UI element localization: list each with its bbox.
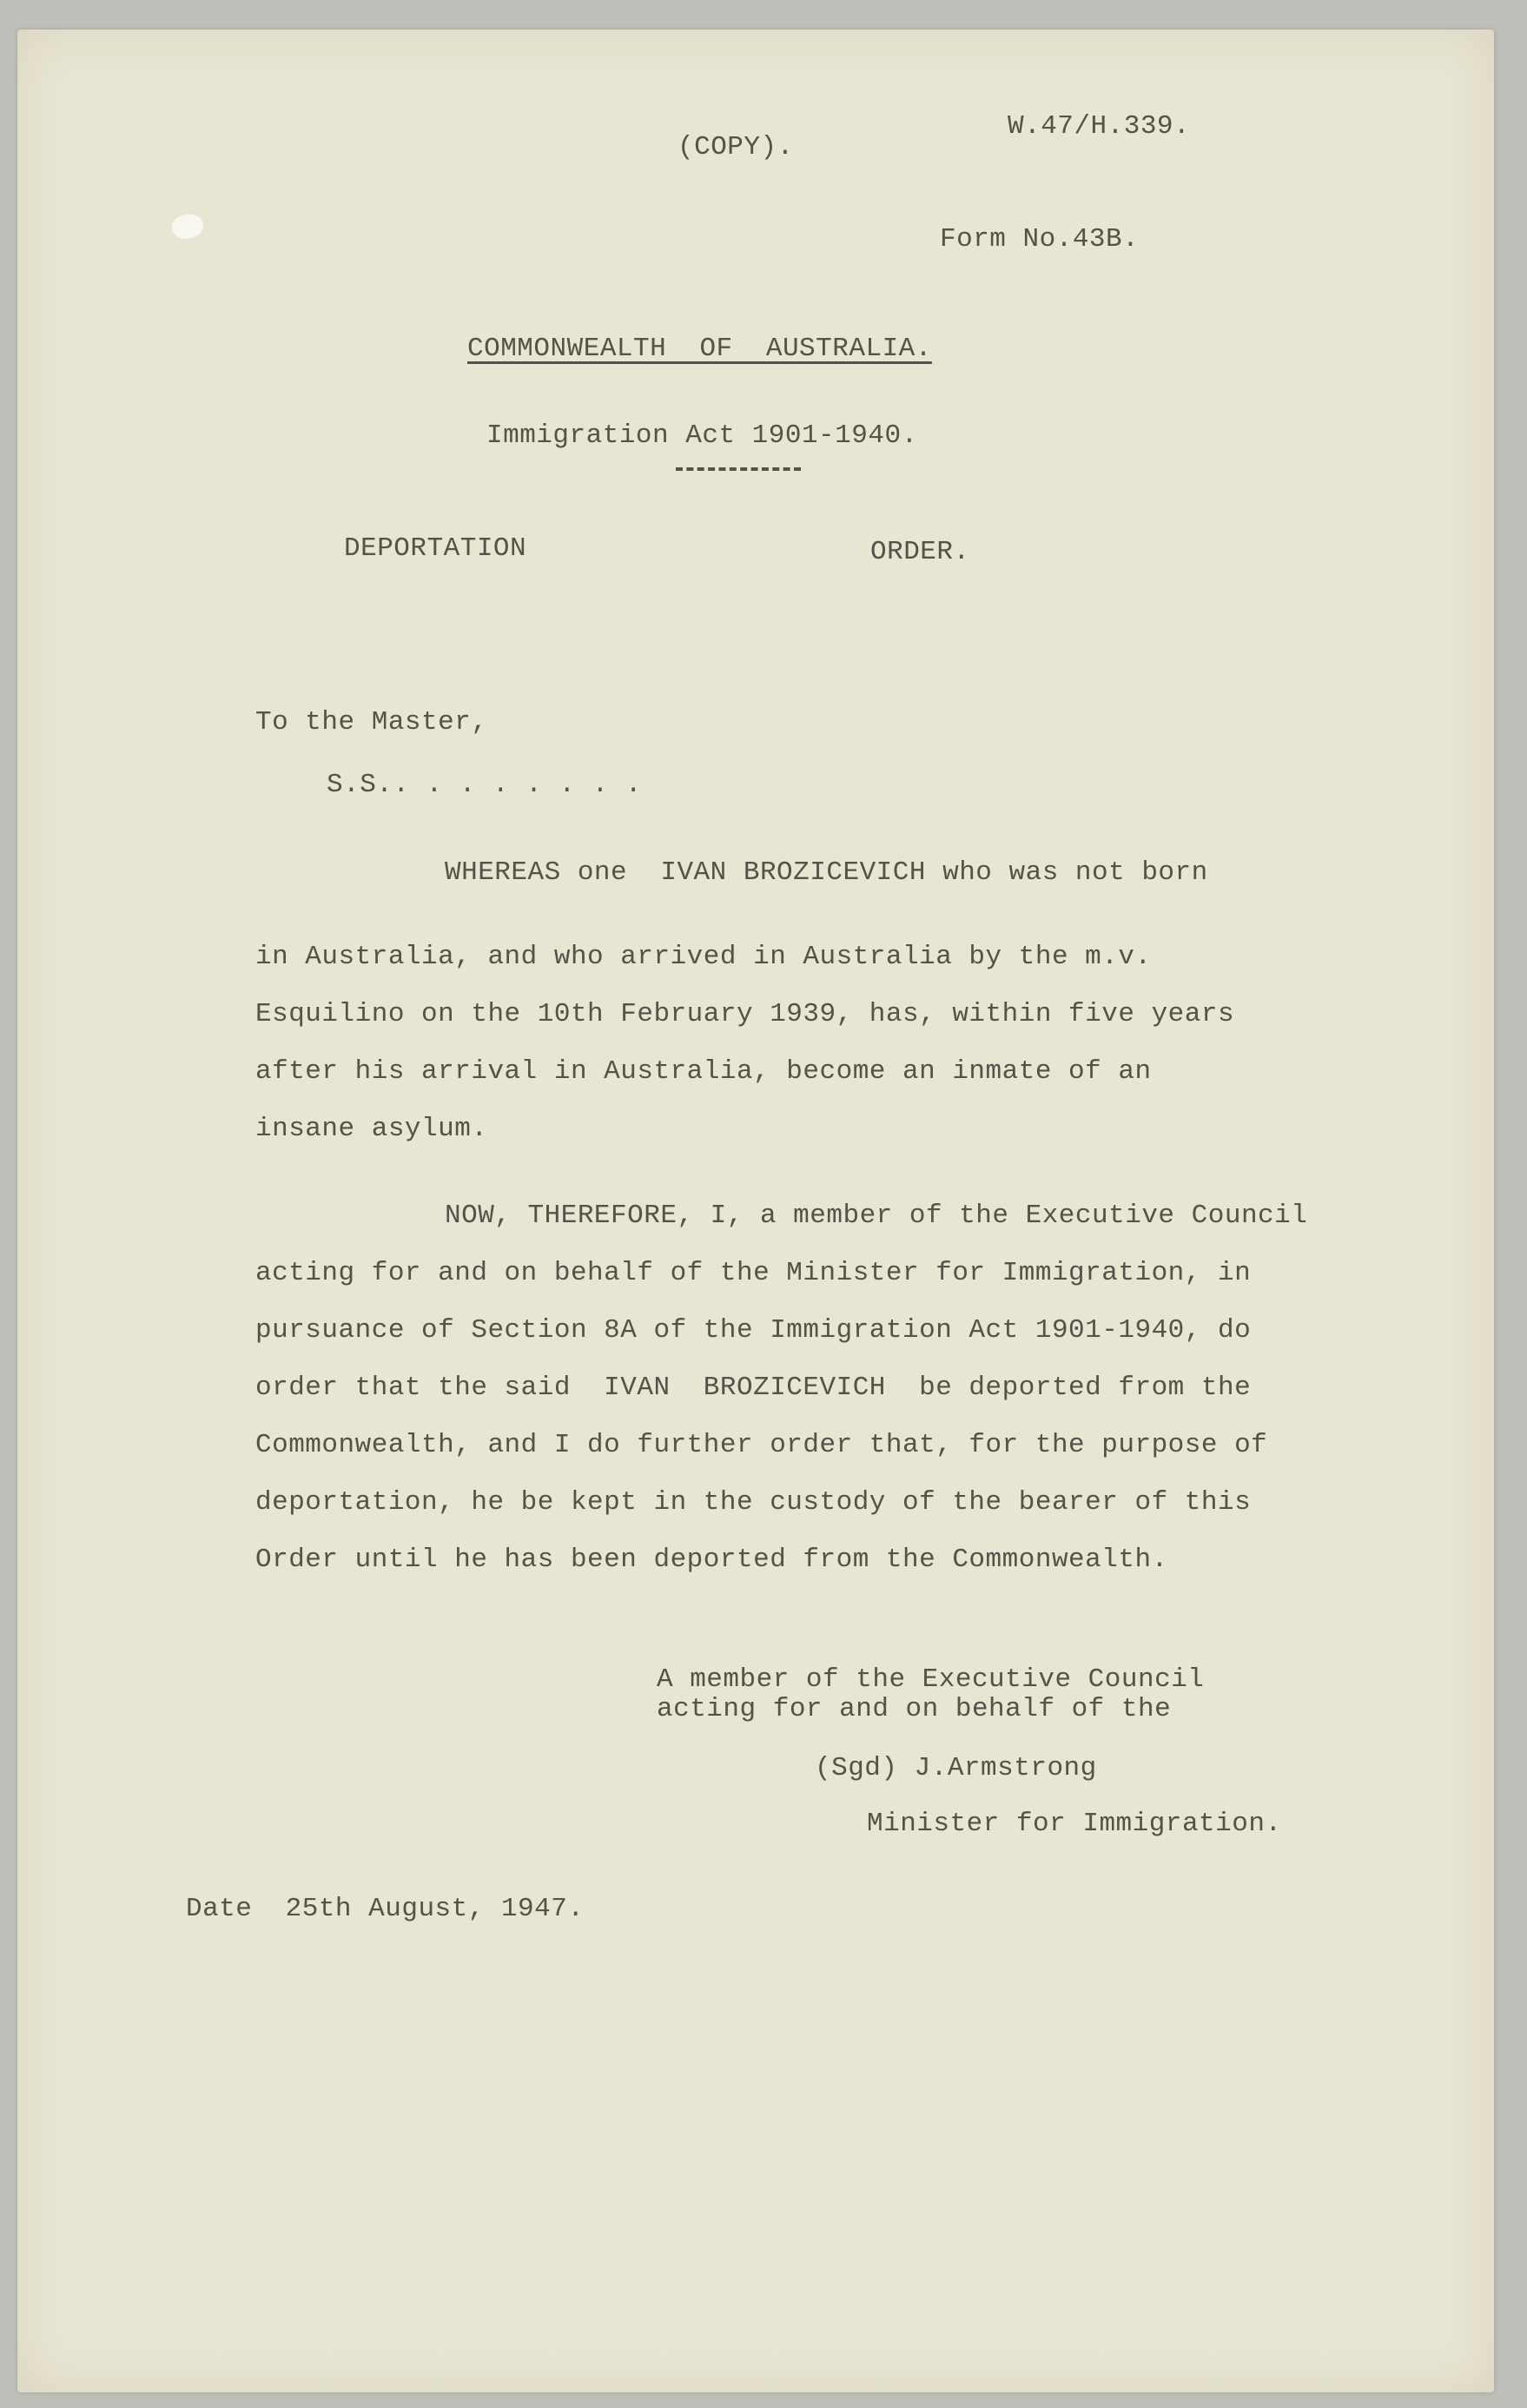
file-reference: W.47/H.339. (1008, 111, 1191, 142)
signature-block-line-2: acting for and on behalf of the (657, 1694, 1172, 1724)
signature-title: Minister for Immigration. (867, 1809, 1282, 1839)
address-ship: S.S.. . . . . . . . (327, 770, 642, 800)
whereas-line-5: insane asylum. (255, 1114, 488, 1144)
whereas-line-2: in Australia, and who arrived in Australia by the m.v. (255, 942, 1152, 972)
therefore-line-7: Order until he has been deported from the Commonwealth. (255, 1545, 1168, 1575)
deportation-word: DEPORTATION (344, 533, 527, 564)
whereas-line-3: Esquilino on the 10th February 1939, has, within five years (255, 999, 1235, 1029)
form-number: Form No.43B. (940, 224, 1140, 255)
order-date: Date 25th August, 1947. (186, 1894, 585, 1924)
signature-block-line-1: A member of the Executive Council (657, 1664, 1205, 1695)
copy-marker: (COPY). (678, 132, 794, 162)
therefore-line-4: order that the said IVAN BROZICEVICH be deported from the (255, 1373, 1252, 1403)
whereas-line-4: after his arrival in Australia, become an inmate of an (255, 1056, 1152, 1087)
therefore-line-2: acting for and on behalf of the Minister for Immigration, in (255, 1258, 1252, 1288)
therefore-line-6: deportation, he be kept in the custody of the bearer of this (255, 1487, 1252, 1518)
punch-hole (169, 210, 207, 243)
order-word: ORDER. (870, 537, 970, 567)
signature-signed: (Sgd) J.Armstrong (815, 1753, 1097, 1783)
act-title: Immigration Act 1901-1940. (486, 420, 918, 451)
whereas-line-1: WHEREAS one IVAN BROZICEVICH who was not born (445, 857, 1208, 888)
address-master: To the Master, (255, 707, 488, 738)
commonwealth-heading: COMMONWEALTH OF AUSTRALIA. (467, 334, 932, 364)
dash-separator (676, 467, 801, 471)
therefore-line-3: pursuance of Section 8A of the Immigration Act 1901-1940, do (255, 1315, 1252, 1346)
document-page (17, 30, 1494, 2392)
therefore-line-5: Commonwealth, and I do further order that, for the purpose of (255, 1430, 1268, 1460)
therefore-line-1: NOW, THEREFORE, I, a member of the Executive Council (445, 1201, 1308, 1231)
